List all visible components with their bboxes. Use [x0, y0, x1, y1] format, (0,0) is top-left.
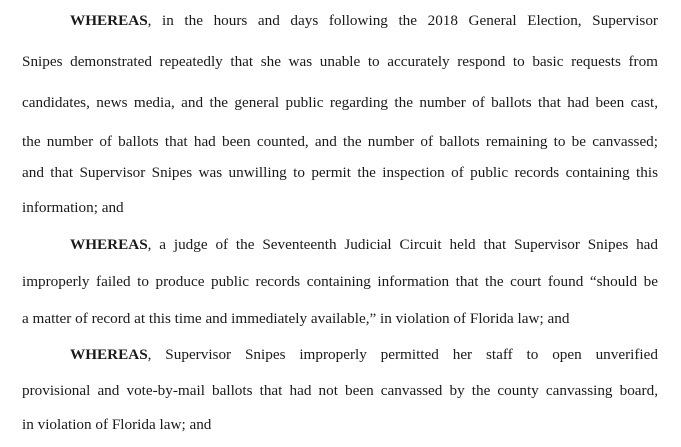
paragraph-1-line-4: the number of ballots that had been counted, and the number of ballots remaining to be canvassed;: [22, 133, 658, 150]
text-run: , a judge of the Seventeenth Judicial Circuit held that Supervisor Snipes had: [147, 236, 658, 253]
paragraph-1-line-5: and that Supervisor Snipes was unwilling to permit the inspection of public records containing this: [22, 164, 658, 181]
paragraph-2-line-2: improperly failed to produce public records containing information that the court found “should be: [22, 273, 658, 290]
whereas-keyword: WHEREAS: [70, 12, 148, 29]
paragraph-3-line-1: [70, 346, 658, 364]
paragraph-3-line-3: in violation of Florida law; and: [22, 416, 212, 433]
text-run: , Supervisor Snipes improperly permitted her staff to open unverified: [147, 346, 658, 363]
paragraph-2-line-3: a matter of record at this time and immediately available,” in violation of Florida law; and: [22, 310, 570, 327]
paragraph-3-line-2: provisional and vote-by-mail ballots that had not been canvassed by the county canvassing board,: [22, 382, 658, 399]
paragraph-1-line-1: [70, 12, 658, 30]
paragraph-1-line-3: candidates, news media, and the general public regarding the number of ballots that had been cast,: [22, 94, 658, 111]
whereas-keyword: WHEREAS: [70, 346, 148, 363]
paragraph-1-line-2: Snipes demonstrated repeatedly that she was unable to accurately respond to basic requests from: [22, 53, 658, 70]
text-run: , in the hours and days following the 2018 General Election, Supervisor: [147, 12, 658, 29]
paragraph-1-line-6: information; and: [22, 199, 124, 216]
paragraph-2-line-1: [70, 236, 658, 254]
whereas-keyword: WHEREAS: [70, 236, 148, 253]
